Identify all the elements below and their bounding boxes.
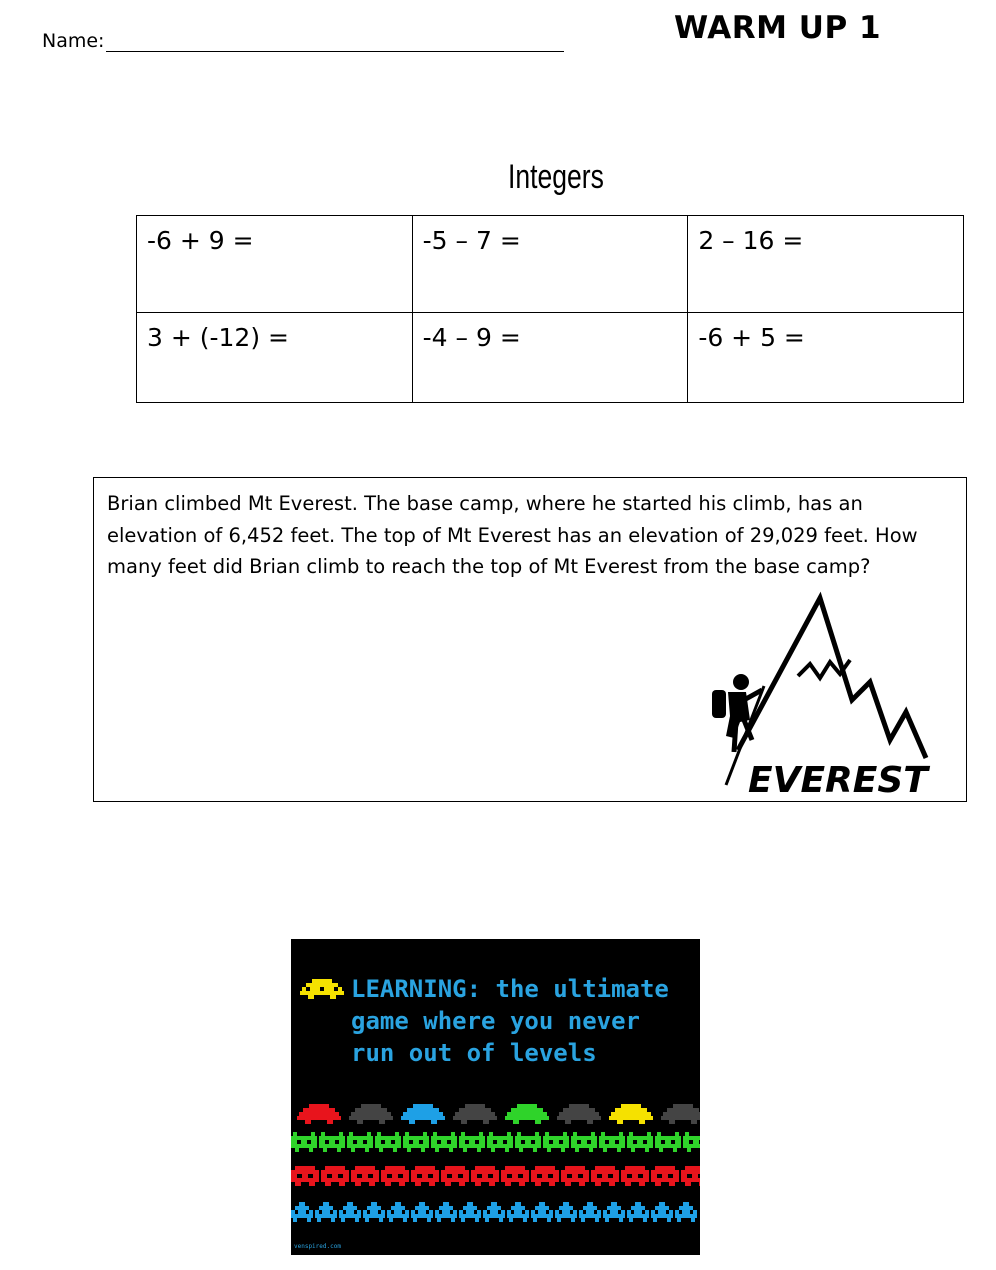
red-invader <box>351 1166 379 1186</box>
red-invader <box>681 1166 700 1186</box>
green-invader <box>347 1132 373 1152</box>
green-invader <box>319 1132 345 1152</box>
red-invader <box>531 1166 559 1186</box>
red-invader <box>381 1166 409 1186</box>
saucer-invader <box>505 1104 549 1124</box>
green-invader <box>599 1132 625 1152</box>
blue-invader <box>675 1202 697 1222</box>
problem-cell[interactable]: -6 + 5 = <box>688 313 964 403</box>
name-blank-line[interactable] <box>106 31 564 52</box>
blue-invader <box>579 1202 601 1222</box>
poster-text: LEARNING: the ultimate game where you never run out of levels <box>351 975 669 1067</box>
blue-invader <box>603 1202 625 1222</box>
green-invader <box>375 1132 401 1152</box>
section-title: Integers <box>508 158 604 196</box>
problem-cell[interactable]: -6 + 9 = <box>137 216 413 313</box>
learning-poster <box>291 939 700 1255</box>
invader-rows <box>291 1104 700 1239</box>
poster-credit: venspired.com <box>294 1243 341 1250</box>
blue-invader-row <box>291 1202 697 1222</box>
green-invader <box>515 1132 541 1152</box>
problem-cell[interactable]: -4 – 9 = <box>412 313 688 403</box>
saucer-invader <box>349 1104 393 1124</box>
green-invader <box>291 1132 317 1152</box>
green-invader <box>403 1132 429 1152</box>
green-invader <box>655 1132 681 1152</box>
green-invader <box>431 1132 457 1152</box>
blue-invader <box>531 1202 553 1222</box>
table-row <box>137 216 964 313</box>
blue-invader <box>387 1202 409 1222</box>
red-invader <box>321 1166 349 1186</box>
green-invader <box>543 1132 569 1152</box>
problem-cell[interactable]: 2 – 16 = <box>688 216 964 313</box>
red-invader <box>621 1166 649 1186</box>
blue-invader <box>627 1202 649 1222</box>
blue-invader <box>411 1202 433 1222</box>
problem-cell[interactable]: -5 – 7 = <box>412 216 688 313</box>
blue-invader <box>459 1202 481 1222</box>
blue-invader <box>291 1202 313 1222</box>
blue-invader <box>435 1202 457 1222</box>
blue-invader <box>339 1202 361 1222</box>
red-invader <box>441 1166 469 1186</box>
green-invader-row <box>291 1132 700 1152</box>
saucer-invader <box>453 1104 497 1124</box>
green-invader <box>459 1132 485 1152</box>
red-invader <box>561 1166 589 1186</box>
red-invader-row <box>291 1166 700 1186</box>
table-row <box>137 313 964 403</box>
red-invader <box>501 1166 529 1186</box>
red-invader <box>591 1166 619 1186</box>
saucer-invader <box>661 1104 700 1124</box>
everest-caption: EVEREST <box>748 760 928 800</box>
blue-invader <box>315 1202 337 1222</box>
saucer-row <box>297 1104 700 1124</box>
blue-invader <box>555 1202 577 1222</box>
blue-invader <box>363 1202 385 1222</box>
green-invader <box>487 1132 513 1152</box>
green-invader <box>571 1132 597 1152</box>
saucer-invader <box>297 1104 341 1124</box>
yellow-invader-icon <box>300 979 344 999</box>
blue-invader <box>507 1202 529 1222</box>
saucer-invader <box>401 1104 445 1124</box>
red-invader <box>411 1166 439 1186</box>
saucer-invader <box>609 1104 653 1124</box>
name-label: Name: <box>42 30 105 52</box>
name-field[interactable] <box>42 30 564 52</box>
green-invader <box>627 1132 653 1152</box>
blue-invader <box>483 1202 505 1222</box>
red-invader <box>291 1166 319 1186</box>
mountain-outline <box>738 598 926 758</box>
green-invader <box>683 1132 700 1152</box>
blue-invader <box>651 1202 673 1222</box>
problem-cell[interactable]: 3 + (-12) = <box>137 313 413 403</box>
problem-table <box>136 215 964 403</box>
word-problem-text: Brian climbed Mt Everest. The base camp, where he started his climb, has an elevation of 6,452 feet. The top of Mt Everest has an elevation of 29,029 feet. How many feet did Brian climb to reach the top of Mt Everest from the base camp? <box>107 492 918 578</box>
page-title: WARM UP 1 <box>674 10 882 46</box>
everest-climber-image <box>700 590 940 800</box>
red-invader <box>651 1166 679 1186</box>
saucer-invader <box>557 1104 601 1124</box>
red-invader <box>471 1166 499 1186</box>
